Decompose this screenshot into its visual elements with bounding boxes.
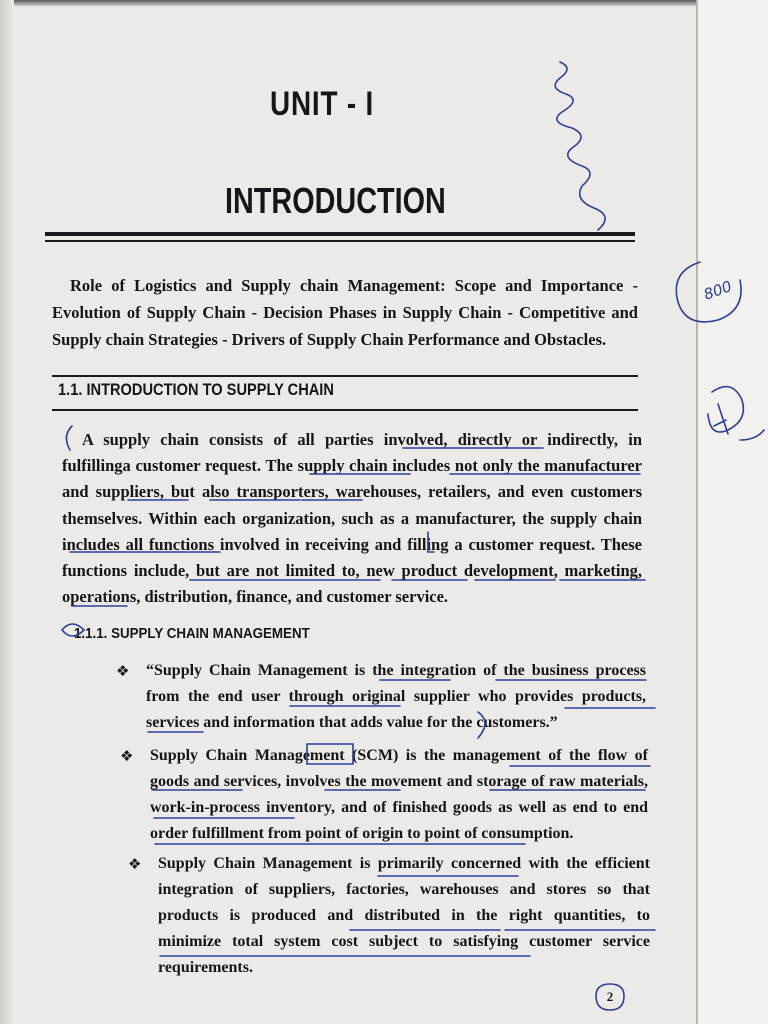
diamond-bullet-icon: ❖ (128, 855, 142, 873)
margin-note-800: 800 (701, 277, 735, 304)
diamond-bullet-icon: ❖ (116, 662, 130, 680)
section-rule-bottom (52, 409, 638, 411)
section-rule-top (52, 375, 638, 377)
page-top-shadow (0, 0, 768, 6)
summary-text: Role of Logistics and Supply chain Management: Scope and Importance - Evolution of Supply Chain - Decision Phases in Supply Chain - Competitive and Supply chain Strategies - Drivers of Supply Chain Performance and Obstacles. (52, 276, 638, 349)
bullet-item (128, 851, 650, 981)
unit-label: UNIT - I (270, 85, 375, 123)
paragraph-text: A supply chain consists of all parties involved, directly or indirectly, in fulfillinga customer request. The supply chain includes not only the manufacturer and suppliers, but also transporters, warehouses, retailers, and even customers themselves. Within each organization, such as a manufacturer, the supply chain includes all functions involved in receiving and filling a customer request. These functions include, but are not limited to, new product development, marketing, operations, distribution, finance, and customer service. (62, 430, 642, 607)
subsection-heading: 1.1.1. SUPPLY CHAIN MANAGEMENT (74, 626, 310, 642)
page-left-edge (0, 0, 14, 1024)
diamond-bullet-icon: ❖ (120, 747, 134, 765)
section-heading: 1.1. INTRODUCTION TO SUPPLY CHAIN (58, 380, 334, 399)
bullet-text: Supply Chain Management is primarily concerned with the efficient integration of suppliers, factories, warehouses and stores so that products is produced and distributed in the right quantities, to minimize total system cost subject to satisfying customer service requirements. (158, 855, 650, 976)
bullet-item (116, 658, 646, 736)
bullet-text: Supply Chain Management (SCM) is the management of the flow of goods and services, involves the movement and storage of raw materials, work-in-process inventory, and of finished goods as well as end to end order fulfillment from point of origin to point of consumption. (150, 747, 648, 842)
title-rule-thin (45, 240, 635, 242)
adjacent-page-margin (698, 0, 768, 1024)
bullet-text: “Supply Chain Management is the integration of the business process from the end user through original supplier who provides products, services and information that adds value for the customers.” (146, 662, 646, 731)
page-number: 2 (606, 989, 614, 1004)
margin-squiggle (555, 62, 605, 230)
section-paragraph (62, 427, 642, 610)
title-rule-thick (45, 232, 635, 236)
chapter-title: INTRODUCTION (225, 180, 446, 221)
syllabus-summary (52, 272, 638, 353)
bullet-item (120, 743, 648, 847)
